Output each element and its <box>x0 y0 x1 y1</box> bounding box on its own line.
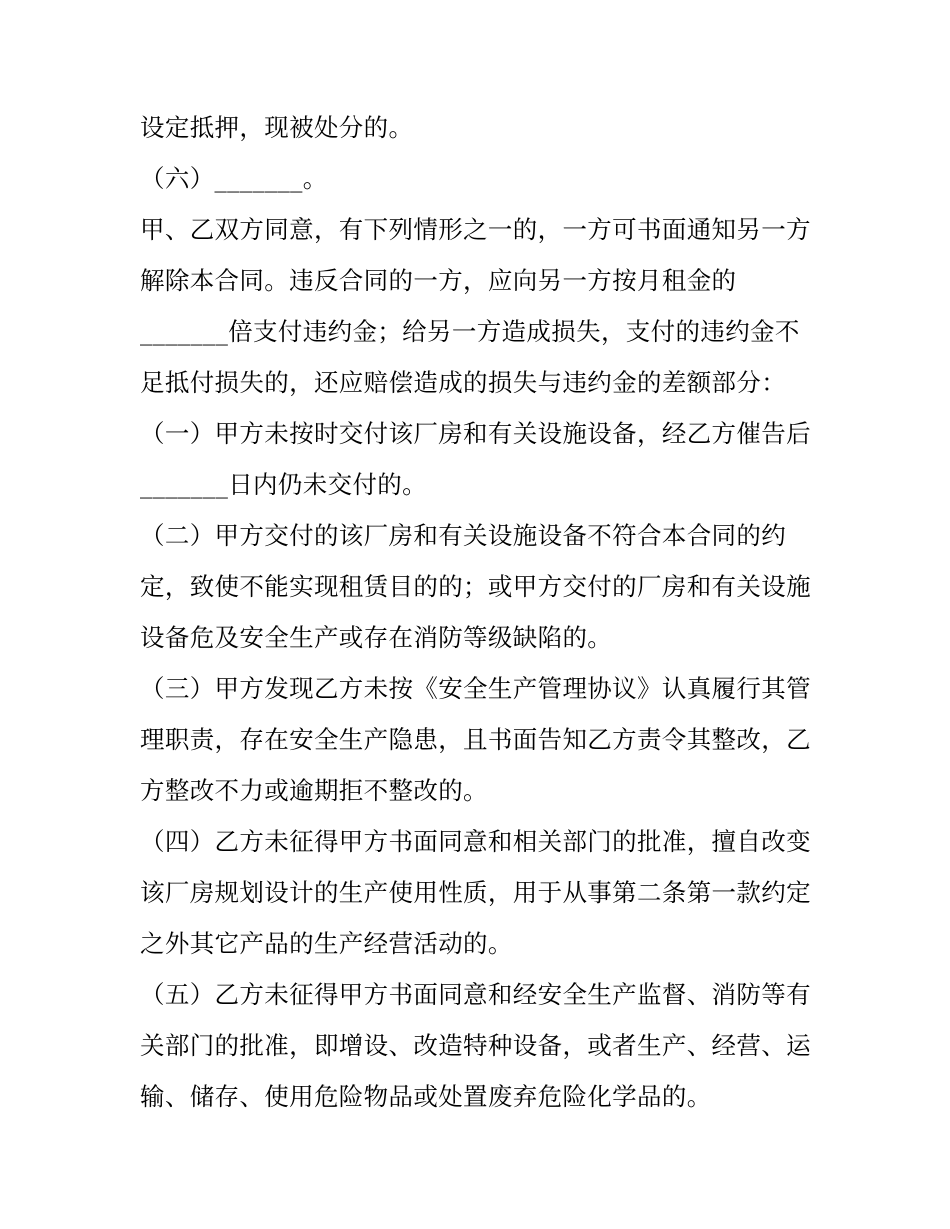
text-line: 关部门的批准，即增设、改造特种设备，或者生产、经营、运 <box>140 1031 811 1060</box>
text-line: _______日内仍未交付的。 <box>140 470 427 499</box>
text-line: 之外其它产品的生产经营活动的。 <box>140 929 513 958</box>
text-line: 足抵付损失的，还应赔偿造成的损失与违约金的差额部分： <box>140 368 787 397</box>
text-line: （四）乙方未征得甲方书面同意和相关部门的批准，擅自改变 <box>140 827 811 856</box>
text-line: 输、储存、使用危险物品或处置废弃危险化学品的。 <box>140 1082 712 1111</box>
text-line: （一）甲方未按时交付该厂房和有关设施设备，经乙方催告后 <box>140 419 811 448</box>
text-line: 方整改不力或逾期拒不整改的。 <box>140 776 488 805</box>
text-line: 设定抵押，现被处分的。 <box>140 113 414 142</box>
text-line: 定，致使不能实现租赁目的的；或甲方交付的厂房和有关设施 <box>140 572 811 601</box>
text-line: 该厂房规划设计的生产使用性质，用于从事第二条第一款约定 <box>140 878 811 907</box>
text-line: _______倍支付违约金；给另一方造成损失，支付的违约金不 <box>140 317 800 346</box>
text-line: 理职责，存在安全生产隐患，且书面告知乙方责令其整改，乙 <box>140 725 811 754</box>
text-line: 解除本合同。违反合同的一方，应向另一方按月租金的 <box>140 266 737 295</box>
text-line: （三）甲方发现乙方未按《安全生产管理协议》认真履行其管 <box>140 674 811 703</box>
text-line: 甲、乙双方同意，有下列情形之一的，一方可书面通知另一方 <box>140 215 811 244</box>
text-line: （六）_______。 <box>140 164 328 193</box>
text-line: 设备危及安全生产或存在消防等级缺陷的。 <box>140 623 613 652</box>
text-line: （二）甲方交付的该厂房和有关设施设备不符合本合同的约 <box>140 521 787 550</box>
text-line: （五）乙方未征得甲方书面同意和经安全生产监督、消防等有 <box>140 980 811 1009</box>
